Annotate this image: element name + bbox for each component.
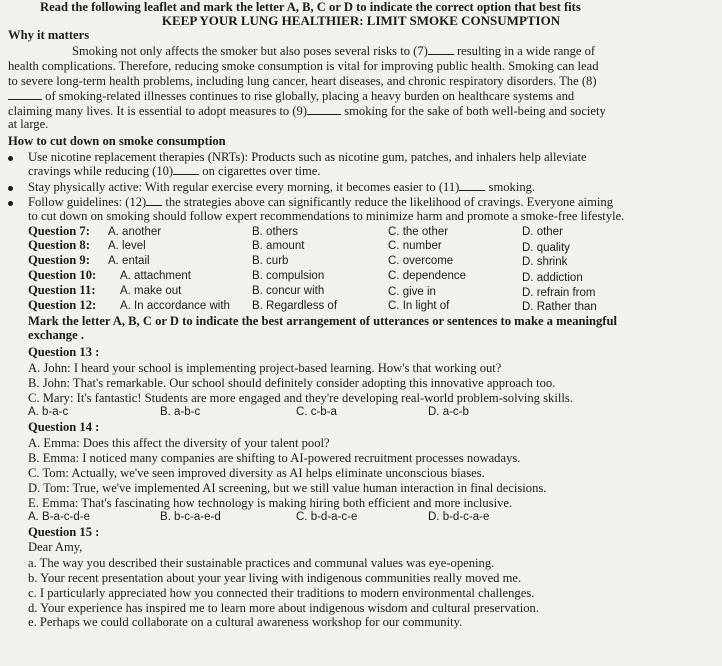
- q15-line: e. Perhaps we could collaborate on a cultural awareness workshop for our community.: [28, 615, 463, 629]
- option-a[interactable]: A. entail: [108, 255, 150, 267]
- arrange-instruction: Mark the letter A, B, C or D to indicate the best arrangement of utterances or sentences to make a meaningful: [28, 314, 618, 328]
- why-line-3: to severe long-term health problems, including lung cancer, heart diseases, and chronic respiratory disorders. The (8): [8, 74, 597, 88]
- option-b[interactable]: B. compulsion: [252, 270, 325, 282]
- option-a[interactable]: A. attachment: [120, 270, 191, 282]
- option-c[interactable]: C. c-b-a: [296, 406, 337, 418]
- option-c[interactable]: C. b-d-a-c-e: [296, 511, 358, 523]
- q15-greeting: Dear Amy,: [28, 540, 83, 554]
- question-label: Question 7:: [28, 224, 90, 238]
- option-d[interactable]: D. a-c-b: [428, 406, 469, 418]
- blank-9[interactable]: [307, 104, 341, 115]
- option-d[interactable]: D. refrain from: [522, 287, 596, 299]
- q15-line: b. Your recent presentation about your year living with indigenous communities really moved me.: [28, 571, 522, 585]
- option-b[interactable]: B. curb: [252, 255, 289, 267]
- option-a[interactable]: A. b-a-c: [28, 406, 69, 418]
- option-c[interactable]: C. give in: [388, 286, 436, 298]
- q14-line: D. Tom: True, we've implemented AI screening, but we still value human interaction in final decisions.: [28, 481, 547, 495]
- q13-line: A. John: I heard your school is implementing project-based learning. How's that working out?: [28, 361, 502, 375]
- question-label: Question 12:: [28, 298, 97, 312]
- bullet-icon: [8, 186, 13, 191]
- question-label: Question 10:: [28, 268, 97, 282]
- option-c[interactable]: C. number: [388, 240, 442, 252]
- option-b[interactable]: B. others: [252, 226, 299, 238]
- why-line-2: health complications. Therefore, reducing smoke consumption is vital for improving public health. Smoking can lead: [8, 59, 599, 73]
- option-a[interactable]: A. B-a-c-d-e: [28, 511, 90, 523]
- question-label: Question 9:: [28, 253, 90, 267]
- option-c[interactable]: C. the other: [388, 226, 449, 238]
- bullet-2: Stay physically active: With regular exercise every morning, it becomes easier to (11) smoking.: [28, 180, 536, 194]
- q14-line: B. Emma: I noticed many companies are shifting to AI-powered recruitment processes nowadays.: [28, 451, 521, 465]
- q14-line: E. Emma: That's fascinating how technology is making hiring both efficient and more inclusive.: [28, 496, 513, 510]
- option-d[interactable]: D. quality: [522, 242, 570, 254]
- option-c[interactable]: C. In light of: [388, 300, 450, 312]
- leaflet-title: KEEP YOUR LUNG HEALTHIER: LIMIT SMOKE CONSUMPTION: [161, 13, 561, 28]
- why-line-4: of smoking-related illnesses continues to rise globally, placing a heavy burden on healthcare systems and: [8, 89, 574, 104]
- option-d[interactable]: D. shrink: [522, 256, 568, 268]
- arrange-instruction-cont: exchange .: [28, 328, 84, 342]
- how-heading: How to cut down on smoke consumption: [8, 134, 226, 148]
- why-line-6: at large.: [8, 117, 49, 131]
- bullet-icon: [8, 201, 13, 206]
- bullet-3-line-1: Follow guidelines: (12) the strategies above can significantly reduce the likelihood of cravings. Everyone aiming: [28, 195, 614, 209]
- option-b[interactable]: B. concur with: [252, 285, 325, 297]
- option-b[interactable]: B. Regardless of: [252, 300, 338, 312]
- question-label: Question 8:: [28, 238, 90, 252]
- blank-11[interactable]: [459, 180, 485, 191]
- q15-line: d. Your experience has inspired me to learn more about indigenous wisdom and cultural preservation.: [28, 601, 539, 615]
- option-a[interactable]: A. level: [108, 240, 146, 252]
- blank-10[interactable]: [173, 164, 199, 175]
- option-c[interactable]: C. dependence: [388, 270, 467, 282]
- instruction: Read the following leaflet and mark the letter A, B, C or D to indicate the correct option that best fits: [40, 0, 581, 14]
- option-b[interactable]: B. b-c-a-e-d: [160, 511, 221, 523]
- option-a[interactable]: A. In accordance with: [120, 300, 230, 312]
- option-d[interactable]: D. other: [522, 226, 563, 238]
- q13-line: B. John: That's remarkable. Our school should definitely consider adopting this innovative approach too.: [28, 376, 556, 390]
- q14-line: A. Emma: Does this affect the diversity of your talent pool?: [28, 436, 330, 450]
- q14-label: Question 14 :: [28, 420, 100, 434]
- q13-label: Question 13 :: [28, 345, 100, 359]
- option-a[interactable]: A. another: [108, 226, 162, 238]
- q14-line: C. Tom: Actually, we've seen improved diversity as AI helps eliminate unconscious biases.: [28, 466, 485, 480]
- q15-line: c. I particularly appreciated how you connected their traditions to modern environmental challenges.: [28, 586, 535, 600]
- option-a[interactable]: A. make out: [120, 285, 182, 297]
- q13-line: C. Mary: It's fantastic! Students are more engaged and they're developing real-world problem-solving skills.: [28, 391, 573, 405]
- option-c[interactable]: C. overcome: [388, 255, 454, 267]
- option-d[interactable]: D. Rather than: [522, 301, 597, 313]
- why-heading: Why it matters: [8, 28, 90, 42]
- q15-line: a. The way you described their sustainable practices and communal values was eye-opening.: [28, 556, 495, 570]
- question-label: Question 11:: [28, 283, 96, 297]
- bullet-1-line-2: cravings while reducing (10) on cigarettes over time.: [28, 164, 321, 178]
- bullet-3-line-2: to cut down on smoking should follow expert recommendations to minimize harm and promote a smoke-free lifestyle.: [28, 209, 625, 223]
- bullet-icon: [8, 156, 13, 161]
- option-d[interactable]: D. b-d-c-a-e: [428, 511, 490, 523]
- why-line-1: Smoking not only affects the smoker but also poses several risks to (7) resulting in a wide range of: [72, 44, 596, 58]
- bullet-1-line-1: Use nicotine replacement therapies (NRTs): Products such as nicotine gum, patches, and inhalers help alleviate: [28, 150, 587, 164]
- option-b[interactable]: B. amount: [252, 240, 305, 252]
- blank-7[interactable]: [428, 44, 454, 55]
- option-b[interactable]: B. a-b-c: [160, 406, 201, 418]
- option-d[interactable]: D. addiction: [522, 272, 583, 284]
- blank-12[interactable]: [146, 195, 162, 206]
- blank-8[interactable]: [8, 89, 42, 100]
- why-line-5: claiming many lives. It is essential to adopt measures to (9) smoking for the sake of both well-being and society: [8, 104, 606, 118]
- q15-label: Question 15 :: [28, 525, 100, 539]
